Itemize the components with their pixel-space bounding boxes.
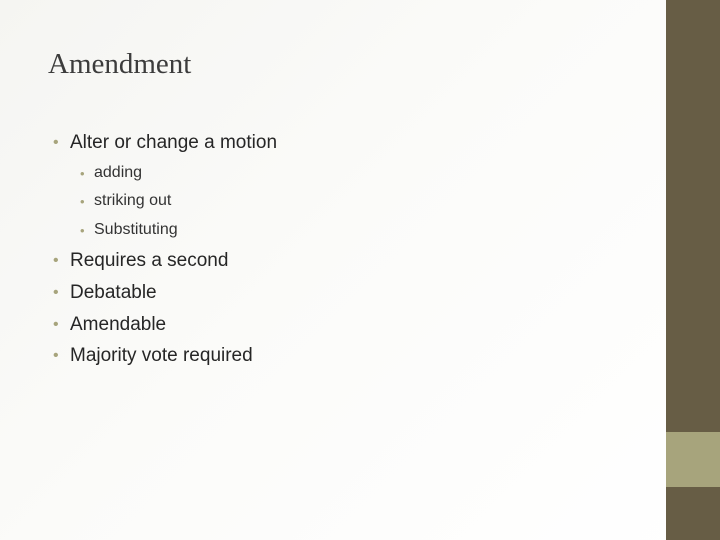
bullet-text: Substituting [94, 221, 178, 238]
bullet-item [53, 282, 157, 304]
bullet-text: Debatable [70, 282, 157, 303]
bullet-text: Majority vote required [70, 345, 253, 366]
bullet-text: adding [94, 164, 143, 181]
side-bar-accent [666, 432, 720, 487]
sub-bullet-item [80, 221, 178, 239]
bullet-dot: • [53, 347, 59, 364]
bullet-text: Amendable [70, 314, 167, 335]
bullet-item [53, 132, 278, 154]
side-bar-bottom [666, 487, 720, 540]
bullet-text: Alter or change a motion [70, 132, 278, 153]
bullet-dot: • [80, 223, 85, 238]
sub-bullet-item [80, 192, 172, 210]
slide-title: Amendment [48, 48, 192, 80]
bullet-dot: • [53, 252, 59, 269]
bullet-dot: • [53, 316, 59, 333]
bullet-item [53, 250, 229, 272]
bullet-item [53, 345, 253, 367]
bullet-dot: • [80, 194, 85, 209]
bullet-item [53, 314, 167, 336]
bullet-dot: • [53, 134, 59, 151]
bullet-text: striking out [94, 192, 172, 209]
bullet-dot: • [80, 166, 85, 181]
bullet-text: Requires a second [70, 250, 229, 271]
bullet-dot: • [53, 284, 59, 301]
side-bar-top [666, 0, 720, 432]
sub-bullet-item [80, 164, 143, 182]
